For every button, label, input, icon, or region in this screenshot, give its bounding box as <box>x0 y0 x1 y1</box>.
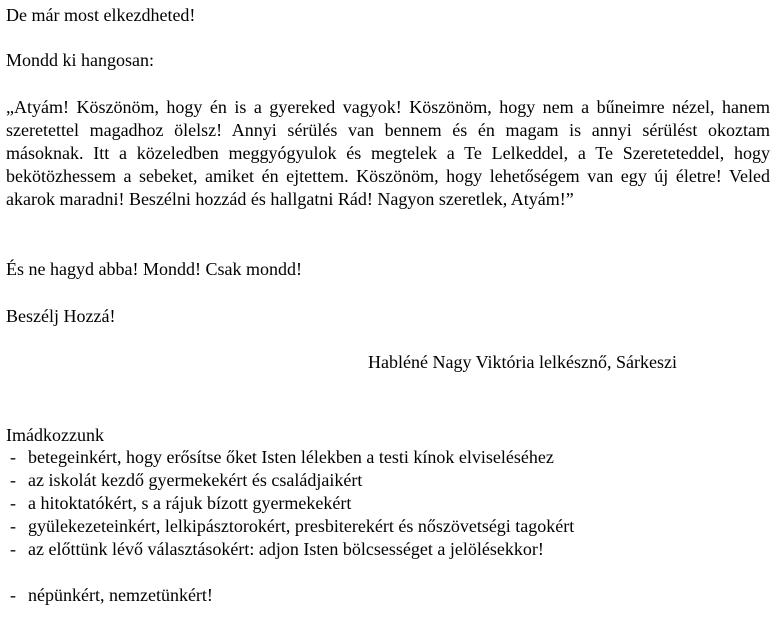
intercession-text: betegeinkért, hogy erősítse őket Isten lélekben a testi kínok elviseléséhez <box>28 447 554 467</box>
dash-bullet: - <box>10 493 16 513</box>
intercession-text: gyülekezeteinkért, lelkipásztorokért, presbiterekért és nőszövetségi tagokért <box>28 516 575 536</box>
dash-bullet: - <box>10 585 16 605</box>
say-aloud-line: Mondd ki hangosan: <box>6 50 154 70</box>
intercessions-heading: Imádkozzunk <box>6 425 104 445</box>
intercession-text: a hitoktatókért, s a rájuk bízott gyermekekért <box>28 493 352 513</box>
intercession-text: az iskolát kezdő gyermekekért és családjaikért <box>28 470 363 490</box>
dash-bullet: - <box>10 470 16 490</box>
intercession-item <box>6 446 554 468</box>
prayer-paragraph: „Atyám! Köszönöm, hogy én is a gyereked vagyok! Köszönöm, hogy nem a bűneimre nézel, hanem szeretettel magadhoz ölelsz! Annyi sérülés van bennem és én magam is annyi sérülést okoztam másoknak. Itt a közeledben meggyógyulok és megtelek a Te Lelkeddel, a Te Szereteteddel, hogy bekötözhessem a sebeket, amiket én ejtettem. Köszönöm, hogy lehetőségem van egy új életre! Veled akarok maradni! Beszélni hozzád és hallgatni Rád! Nagyon szeretlek, Atyám!” <box>6 97 770 210</box>
intercession-item <box>6 515 574 537</box>
dash-bullet: - <box>10 516 16 536</box>
intercession-item <box>6 492 351 514</box>
intercession-item <box>6 538 544 560</box>
intercession-text: népünkért, nemzetünkért! <box>28 585 213 605</box>
intercession-text: az előttünk lévő választásokért: adjon Isten bölcsességet a jelölésekkor! <box>28 539 544 559</box>
signature: Habléné Nagy Viktória lelkésznő, Sárkeszi <box>368 352 677 372</box>
encouragement-line: És ne hagyd abba! Mondd! Csak mondd! <box>6 259 302 279</box>
closing-line: Beszélj Hozzá! <box>6 306 116 326</box>
intercession-item <box>6 584 213 606</box>
intercession-item <box>6 469 362 491</box>
dash-bullet: - <box>10 447 16 467</box>
dash-bullet: - <box>10 539 16 559</box>
opening-line: De már most elkezdheted! <box>6 5 196 25</box>
